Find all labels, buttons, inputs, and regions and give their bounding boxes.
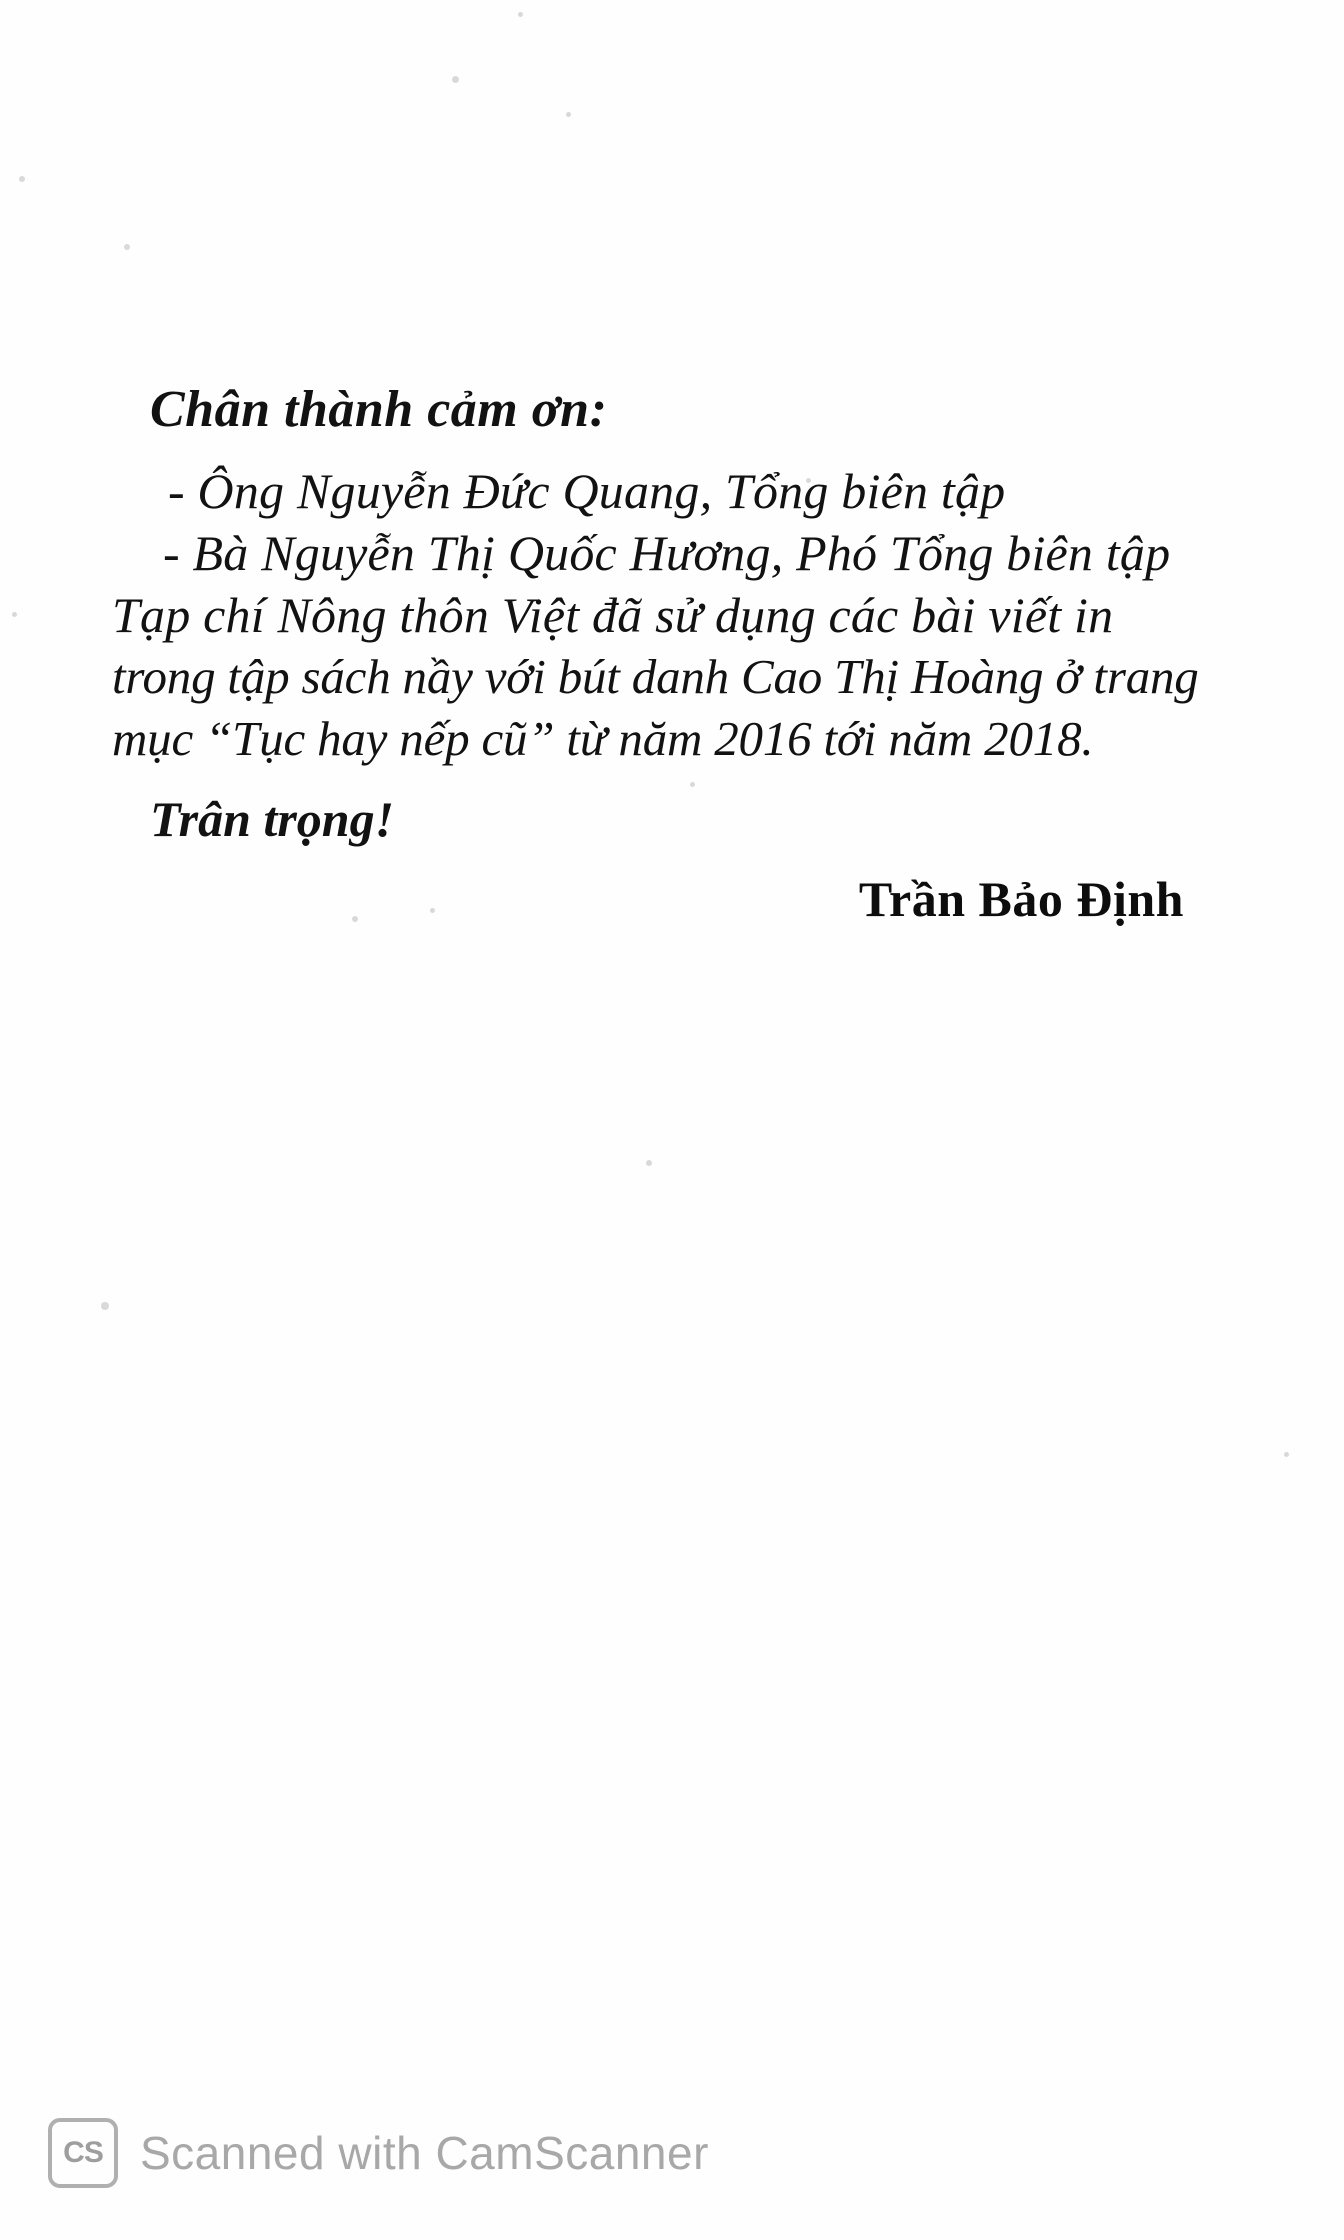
scan-speck [352, 916, 358, 922]
scan-speck [101, 1302, 109, 1310]
camscanner-logo-icon: CS [48, 2118, 118, 2188]
scan-speck [646, 1160, 652, 1166]
scan-speck [452, 76, 459, 83]
scan-speck [690, 782, 695, 787]
scan-speck [566, 112, 571, 117]
credit-line-3: Tạp chí Nông thôn Việt đã sử dụng các bài viết in [112, 587, 1114, 643]
signature-name: Trần Bảo Định [858, 871, 1184, 927]
credit-line-5: mục “Tục hay nếp cũ” từ năm 2016 tới năm 2018. [112, 711, 1094, 766]
scan-speck [124, 244, 130, 250]
scan-speck [19, 176, 25, 182]
closing-line: Trân trọng! [150, 791, 395, 847]
camscanner-watermark-text: Scanned with CamScanner [140, 2127, 709, 2179]
scan-speck [1284, 1452, 1289, 1457]
credit-line-4: trong tập sách nầy với bút danh Cao Thị Hoàng ở trang [112, 649, 1199, 704]
camscanner-watermark [48, 2118, 709, 2188]
greeting-line: Chân thành cảm ơn: [150, 381, 608, 438]
scan-speck [430, 908, 435, 913]
scan-speck [12, 612, 17, 617]
scan-speck [518, 12, 523, 17]
credit-line-1: - Ông Nguyễn Đức Quang, Tổng biên tập [168, 463, 1006, 519]
credit-line-2: - Bà Nguyễn Thị Quốc Hương, Phó Tổng biên tập [163, 525, 1171, 581]
